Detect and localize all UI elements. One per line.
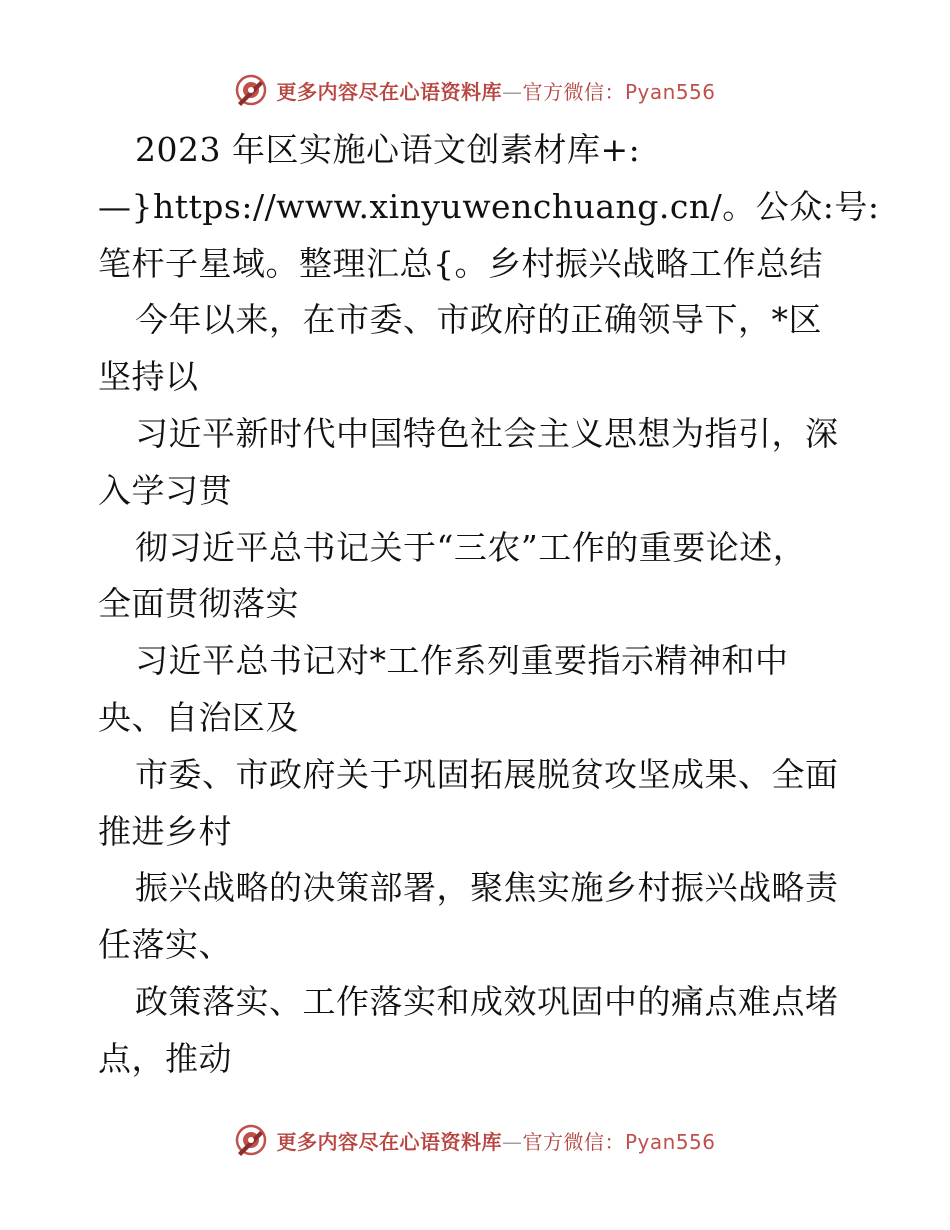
text-line: 政策落实、工作落实和成效巩固中的痛点难点堵	[135, 981, 839, 1021]
text-line: 坚持以	[98, 357, 199, 397]
footer-watermark-text	[276, 1126, 715, 1155]
text-line: 今年以来，在市委、市政府的正确领导下，*区	[135, 300, 822, 340]
text-line: 推进乡村	[98, 811, 232, 851]
text-line: 央、自治区及	[98, 697, 299, 737]
text-line-url: —}https://www.xinyuwenchuang.cn/。公众:号:	[98, 186, 880, 226]
text-line: 市委、市政府关于巩固拓展脱贫攻坚成果、全面	[135, 754, 839, 794]
text-line: 振兴战略的决策部署，聚焦实施乡村振兴战略责	[135, 868, 839, 908]
watermark-dash: —	[501, 1129, 523, 1154]
document-body	[98, 122, 880, 1088]
watermark-dash: —	[501, 79, 523, 104]
header-watermark-banner	[0, 70, 950, 110]
watermark-sub: 官方微信：	[522, 79, 625, 104]
text-line: 全面贯彻落实	[98, 584, 299, 624]
text-line: 入学习贯	[98, 470, 232, 510]
text-line: 笔杆子星域。整理汇总{。乡村振兴战略工作总结	[98, 243, 823, 283]
pen-logo-icon	[234, 73, 268, 107]
text-line: 2023 年区实施心语文创素材库+:	[135, 130, 641, 169]
watermark-main: 更多内容尽在心语资料库	[276, 1129, 502, 1154]
footer-watermark-banner	[0, 1120, 950, 1160]
watermark-id: Pyan556	[624, 79, 716, 104]
text-line: 习近平新时代中国特色社会主义思想为指引，深	[135, 413, 839, 453]
text-line: 点，推动	[98, 1038, 232, 1078]
watermark-id: Pyan556	[624, 1129, 716, 1154]
text-line: 习近平总书记对*工作系列重要指示精神和中	[135, 641, 789, 681]
text-line: 任落实、	[98, 925, 232, 965]
pen-logo-icon	[234, 1123, 268, 1157]
watermark-sub: 官方微信：	[522, 1129, 625, 1154]
text-line: 彻习近平总书记关于“三农”工作的重要论述，	[135, 527, 807, 567]
watermark-main: 更多内容尽在心语资料库	[276, 79, 502, 104]
header-watermark-text	[276, 76, 715, 105]
